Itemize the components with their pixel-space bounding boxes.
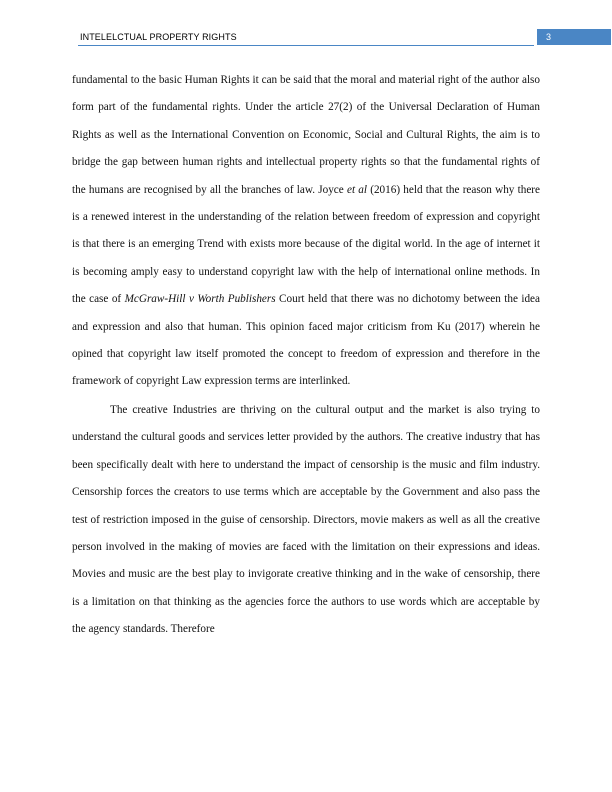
paragraph-1-italic-case-name: McGraw-Hill v Worth Publishers bbox=[124, 293, 276, 306]
page-number: 3 bbox=[537, 29, 611, 45]
paragraph-2: The creative Industries are thriving on the cultural output and the market is also trying to understand the cultural goods and services letter provided by the authors. The creative industry that has been specifically dealt with here to understand the impact of censorship is the music and film industry. Censorship forces the creators to use terms which are acceptable by the Government and also pass the test of restriction imposed in the guise of censorship. Directors, movie makers as well as all the creative person involved in the making of movies are faced with the limitation on their expressions and ideas. Movies and music are the best play to invigorate creative thinking and in the wake of censorship, there is a limitation on that thinking as the agencies force the authors to use words which are acceptable by the agency standards. Therefore bbox=[72, 403, 540, 636]
paragraph-1-part-1: fundamental to the basic Human Rights it can be said that the moral and material right of the author also form part of the fundamental rights. Under the article 27(2) of the Universal Declaration of Human Rights as well as the International Convention on Economic, Social and Cultural Rights, the aim is to bridge the gap between human rights and intellectual property rights so that the fundamental rights of the humans are recognised by all the branches of law. Joyce bbox=[72, 74, 540, 196]
running-head-title: INTELELCTUAL PROPERTY RIGHTS bbox=[80, 32, 237, 42]
body-text bbox=[72, 67, 540, 644]
paragraph-1-part-5: Court held that there was no dichotomy between the idea and expression and also that human. This opinion faced major criticism from Ku (2017) wherein he opined that copyright law itself promoted the concept to freedom of expression and therefore in the framework of copyright Law expression terms are interlinked. bbox=[72, 293, 540, 388]
page-header bbox=[78, 31, 534, 46]
paragraph-1 bbox=[72, 67, 540, 396]
paragraph-1-part-3: (2016) held that the reason why there is a renewed interest in the understanding of the relation between freedom of expression and copyright is that there is an emerging Trend with exists more because of the digital world. In the age of internet it is becoming amply easy to understand copyright law with the help of international online methods. In the case of bbox=[72, 183, 540, 306]
paragraph-1-italic-et-al: et al bbox=[346, 183, 367, 196]
